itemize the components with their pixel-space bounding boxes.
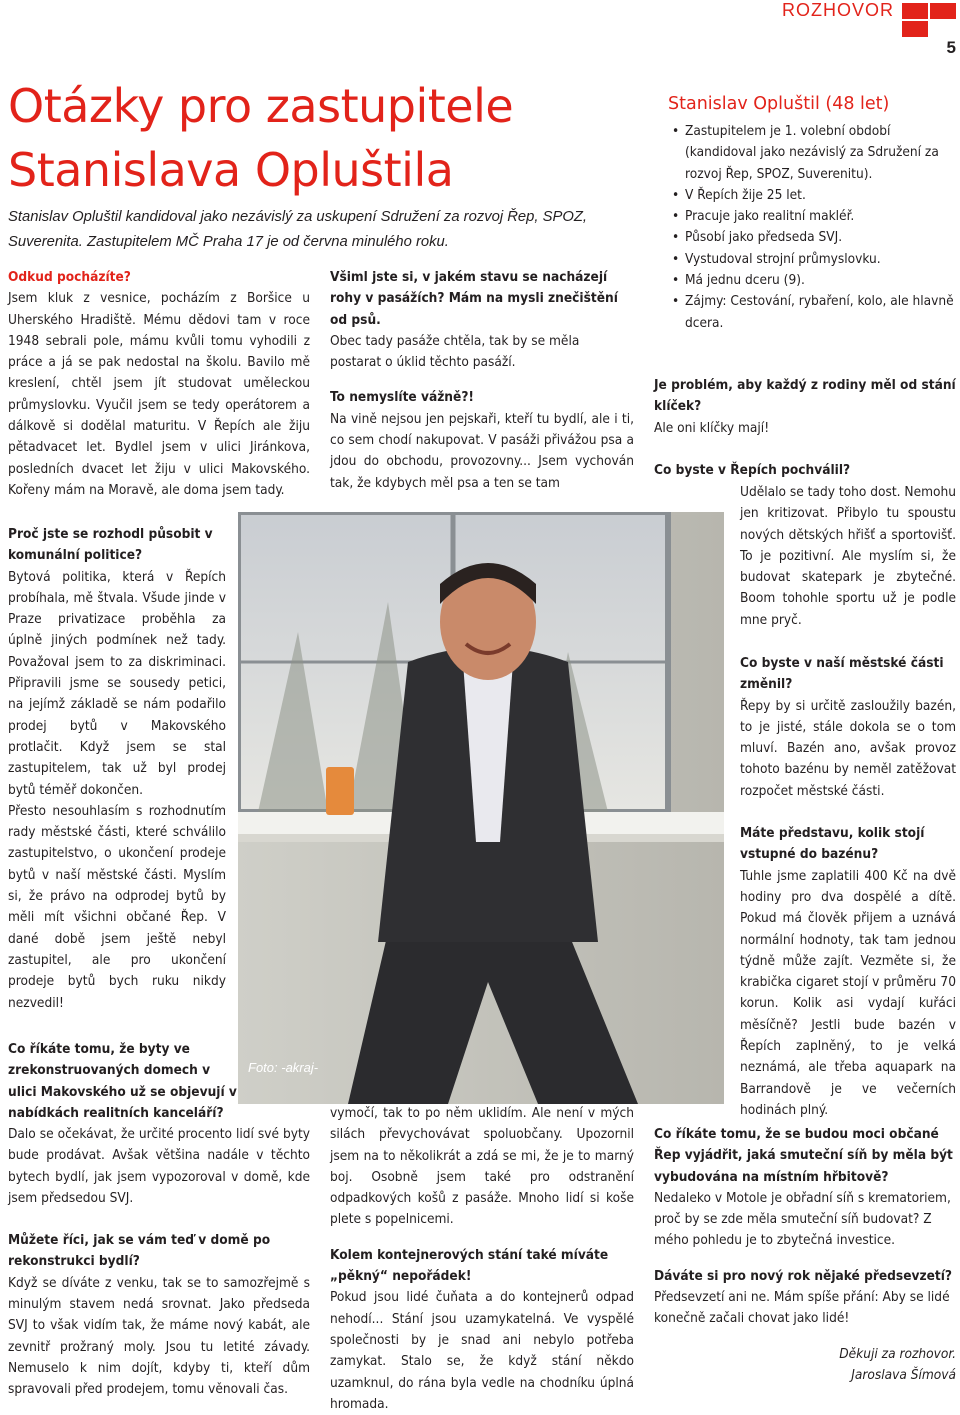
question: Dáváte si pro nový rok nějaké předsevzetí? xyxy=(654,1267,953,1284)
info-item: • Pracuje jako realitní makléř. xyxy=(668,206,956,227)
column-1-q3 xyxy=(8,1039,240,1124)
title-line-2: Stanislava Opluštila xyxy=(8,143,454,197)
portrait-illustration xyxy=(238,512,724,1104)
title-line-1: Otázky pro zastupitele xyxy=(8,79,514,133)
info-item: • Působí jako předseda SVJ. xyxy=(668,227,956,248)
question: Odkud pocházíte? xyxy=(8,269,131,285)
info-box-list xyxy=(668,121,956,334)
question: Je problém, aby každý z rodiny měl od stání klíček? xyxy=(654,377,956,415)
info-item: • Zastupitelem je 1. volební období (kandidoval jako nezávislý za Sdružení za rozvoj Řep, SPOZ, Suverenitu). xyxy=(668,121,956,185)
page-number: 5 xyxy=(946,38,956,57)
question: Máte představu, kolik stojí vstupné do bazénu? xyxy=(740,825,925,863)
answer: Předsevzetí ani ne. Mám spíše přání: Aby se lidé konečně začali chovat jako lidé! xyxy=(654,1289,950,1327)
column-3-wrap xyxy=(654,482,956,631)
answer: Na vině nejsou jen pejskaři, kteří tu bydlí, ale i ti, co sem chodí nakupovat. V pasáži přivážou psa a jdou do obchodu, provozovny... Jsem vychován tak, že kdybych měl psa a ten se tam xyxy=(330,410,634,491)
section-label: ROZHOVOR xyxy=(781,0,894,20)
answer: Jsem kluk z vesnice, pocházím z Boršice u Uherského Hradiště. Mému dědovi tam v roce 1948 sebrali pole, mámu kvůli tomu vyhodili z práce a já se pak nedostal na školu. Bavilo mě kreslení, chtěl jsem jít studovat uměleckou průmyslovku. Vyučil jsem se tedy operátorem a dálkově si dodělal maturitu. V Řepích ale žiju pětadvacet let. Bydlel jsem v ulici Jiránkova, posledních dvacet let žiju v ulici Makovského. Kořeny mám na Moravě, ale doma jsem tady. xyxy=(8,290,310,498)
answer: vymočí, tak to po něm uklidím. Ale není v mých silách převychovávat spoluobčany. Upozornil jsem na to několikrát a zdá se mi, že je to marný boj. Osobně jsem také pro odstranění odpadkových košů z pasáže. Mnoho lidí si koše plete s popelnicemi. xyxy=(330,1105,634,1228)
question: Můžete říci, jak se vám teď v domě po rekonstrukci bydlí? xyxy=(8,1232,271,1270)
column-1-middle xyxy=(8,524,226,1014)
photo-credit: Foto: -akraj- xyxy=(248,1060,319,1075)
info-item: • Vystudoval strojní průmyslovku. xyxy=(668,249,956,270)
column-3-bottom xyxy=(654,1124,956,1386)
question: Co byste v naší městské části změnil? xyxy=(740,655,944,693)
article-lead: Stanislav Opluštil kandidoval jako nezávislý za uskupení Sdružení za rozvoj Řep, SPOZ, Suverenita. Zastupitelem MČ Praha 17 je od června minulého roku. xyxy=(8,209,588,250)
answer: Udělalo se tady toho dost. Nemohu jen kritizovat. Přibylo tu spoustu nových dětských hřišť a sportovišť. To je pozitivní. Ale myslím si, že budovat skatepark je zbytečné. Boom tohohle sportu už je podle mne pryč. xyxy=(740,484,956,628)
question: Proč jste se rozhodl působit v komunální politice? xyxy=(8,526,213,564)
info-item: • V Řepích žije 25 let. xyxy=(668,185,956,206)
question: Kolem kontejnerových stání také míváte „pěkný“ nepořádek! xyxy=(330,1246,609,1285)
column-3-middle xyxy=(740,653,956,1121)
author-name: Jaroslava Šímová xyxy=(851,1366,956,1383)
answer: Nedaleko v Motole je obřadní síň s krematoriem, proč by se zde měla smuteční síň budovat? Z mého pohledu je to zbytečná investice. xyxy=(654,1189,951,1249)
answer: Přesto nesouhlasím s rozhodnutím rady městské části, které schválilo zastupitelstvo, o ukončení prodeje bytů v naší městské části. Myslím si, že právo na odprodej bytů by měli mít všichni občané Řep. V dané době jsem ještě nebyl zastupitel, ale pro ukončení prodeje bytů bych ruku nikdy nezvedil! xyxy=(8,802,226,1011)
answer: Bytová politika, která v Řepích probíhala, mě štvala. Všude jinde v Praze privatizace proběhla za úplně jiných podmínek než tady. Považoval jsem to za diskriminaci. Připravili jsme se sousedy petici, na jejímž základě se nám podařilo prodej bytů v Makovského protlačit. Když jsem se stal zastupitelem, tak už byl prodej bytů téměř dokončen. xyxy=(8,568,226,798)
interview-photo xyxy=(238,512,724,1104)
question: Co říkáte tomu, že byty ve zrekonstruovaných domech v ulici Makovského už se objevují v nabídkách realitních kanceláří? xyxy=(8,1041,237,1121)
closing-thanks: Děkuji za rozhovor. xyxy=(839,1345,956,1362)
answer: Pokud jsou lidé čuňata a do kontejnerů odpad nehodí... Stání jsou uzamykatelná. Ve vyspělé společnosti by je snad ani nebylo potřeba zamykat. Stalo se, že když stání někdo uzamknul, do rána byla vedle na chodníku úplná hromada. xyxy=(330,1289,634,1412)
column-1-bottom xyxy=(8,1124,310,1401)
answer: Řepy by si určitě zasloužily bazén, to je jisté, stále dokola se o tom mluví. Bazén ano, avšak provoz tohoto bazénu by neměl zatěžovat rozpočet městské části. xyxy=(740,697,956,799)
info-item: • Má jednu dceru (9). xyxy=(668,270,956,291)
magazine-logo xyxy=(902,3,956,38)
question: Co byste v Řepích pochválil? xyxy=(654,461,851,478)
column-1-top xyxy=(8,267,310,501)
answer: Obec tady pasáže chtěla, tak by se měla postarat o úklid těchto pasáží. xyxy=(330,332,580,371)
answer: Dalo se očekávat, že určité procento lidí své byty bude prodávat. Avšak většina nadále v těchto bytech bydlí, jak jsem vypozoroval v domě, kde jsem předsedou SVJ. xyxy=(8,1126,310,1206)
answer: Ale oni klíčky mají! xyxy=(654,419,770,436)
info-box-title: Stanislav Opluštil (48 let) xyxy=(668,94,890,114)
answer: Tuhle jsme zaplatili 400 Kč na dvě hodiny pro dva dospělé a dítě. Pokud má člověk přijem a uznává normální hodnoty, tak tam jednou týdně může zajít. Vezměte si, že krabička cigaret stojí v průměru 70 korun. Kolik asi vydají kuřáci měsíčně? Jestli bude bazén v Řepích zaplněný, to je velká neznámá, ale třeba aquapark na Barrandově je ve večerních hodinách plný. xyxy=(740,867,956,1118)
info-item: • Zájmy: Cestování, rybaření, kolo, ale hlavně dcera. xyxy=(668,291,956,334)
answer: Když se díváte z venku, tak se to samozřejmě s minulým stavem nedá srovnat. Jako předseda SVJ to však vidím tak, že máme nový kabát, ale zevnitř prožraný moly. Jsou tu letité závady. Nemuselo k nim dojít, kdyby ti, kteří dům spravovali před prodejem, tomu věnovali čas. xyxy=(8,1274,310,1398)
column-2-top xyxy=(330,267,634,494)
question: Co říkáte tomu, že se budou moci občané Řep vyjádřit, jaká smuteční síň by měla být vybudována na místním hřbitově? xyxy=(654,1126,953,1185)
wrap-spacer xyxy=(654,482,740,624)
question: Všiml jste si, v jakém stavu se nacházejí rohy v pasážích? Mám na mysli znečištění od psů. xyxy=(330,269,618,328)
article-title xyxy=(8,74,648,202)
column-2-bottom xyxy=(330,1103,634,1415)
column-3-top xyxy=(654,375,956,481)
question: To nemyslíte vážně?! xyxy=(330,389,474,406)
